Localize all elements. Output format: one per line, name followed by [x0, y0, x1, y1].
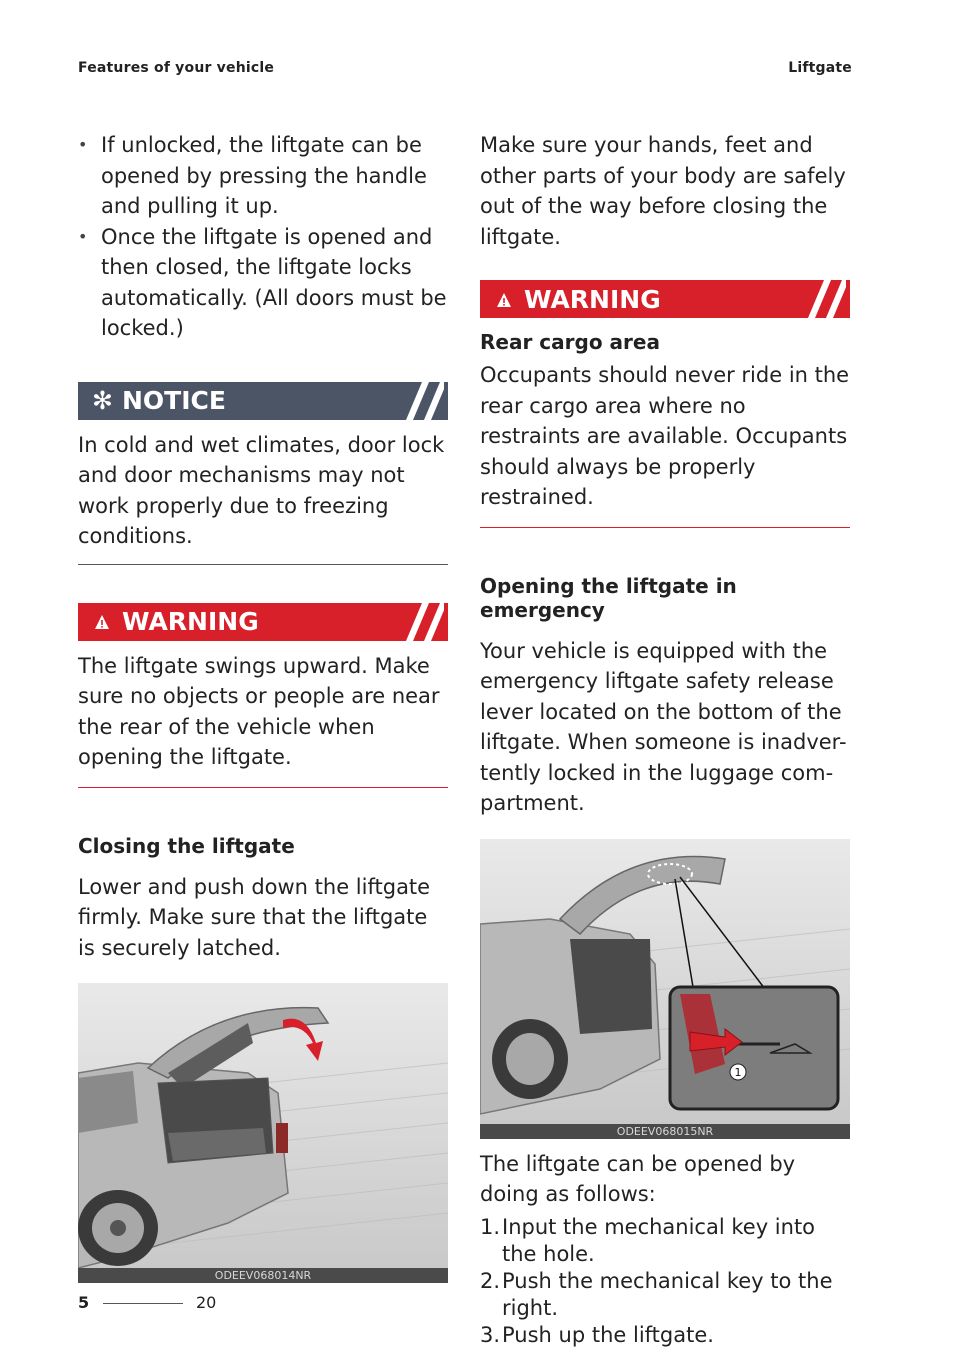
asterisk-icon: ✻	[92, 386, 113, 415]
warning-banner	[480, 280, 850, 318]
notice-banner	[78, 382, 448, 420]
left-column	[78, 130, 448, 1283]
figure-callout: 1	[734, 1065, 742, 1079]
figure-caption: ODEEV068014NR	[78, 1268, 448, 1283]
after-figure-text: The liftgate can be opened by doing as follows:	[480, 1151, 796, 1206]
chapter-number: 5	[78, 1293, 90, 1312]
intro-text: Make sure your hands, feet and other parts of your body are safely out of the way before closing the liftgate.	[480, 133, 846, 249]
step-item: 1. Input the mechanical key into the hole.	[480, 1214, 816, 1266]
running-header-topic: Liftgate	[788, 60, 852, 76]
slash-decoration-icon	[384, 603, 444, 641]
footer-divider	[103, 1303, 183, 1304]
page-number: 20	[196, 1293, 217, 1312]
warning-title: WARNING	[524, 284, 661, 314]
warning-text: Occupants should never ride in the rear cargo area where no restraints are available. Occupants should always be properly restrained.	[480, 363, 850, 509]
closing-text: Lower and push down the liftgate firmly. Make sure that the liftgate is securely latched.	[78, 874, 431, 960]
notice-text: In cold and wet climates, door lock and door mechanisms may not work properly due to freezing conditions.	[78, 432, 445, 548]
closing-heading: Closing the liftgate	[78, 833, 295, 858]
liftgate-bullet-list	[78, 130, 448, 344]
slash-decoration-icon	[786, 280, 846, 318]
right-column	[480, 130, 850, 1349]
emergency-text: Your vehicle is equipped with the emergency liftgate safety release lever located on the bottom of the liftgate. When someone is inadver-tently locked in the luggage com-partment.	[480, 638, 847, 815]
warning-title: WARNING	[122, 607, 259, 636]
warning-triangle-icon	[494, 285, 514, 314]
emergency-heading: Opening the liftgate in emergency	[480, 573, 737, 622]
running-header-section: Features of your vehicle	[78, 60, 275, 76]
car-emergency-release-illustration	[480, 839, 850, 1124]
warning-banner	[78, 603, 448, 641]
warning-triangle-icon	[92, 607, 112, 636]
step-item: 2. Push the mechanical key to the right.	[480, 1268, 833, 1320]
slash-decoration-icon	[384, 382, 444, 420]
notice-title: NOTICE	[122, 386, 226, 415]
figure-caption: ODEEV068015NR	[480, 1124, 850, 1139]
warning-text: The liftgate swings upward. Make sure no objects or people are near the rear of the vehicle when opening the liftgate.	[78, 653, 440, 769]
bullet-item: • If unlocked, the liftgate can be opened by pressing the handle and pulling it up.	[78, 130, 448, 222]
emergency-release-figure	[480, 839, 850, 1139]
bullet-item: • Once the liftgate is opened and then closed, the liftgate locks automatically. (All doors must be locked.)	[78, 222, 448, 344]
warning-subtitle: Rear cargo area	[480, 330, 660, 354]
car-closing-liftgate-illustration	[78, 983, 448, 1268]
liftgate-closing-figure	[78, 983, 448, 1283]
procedure-steps	[480, 1214, 850, 1349]
step-item: 3. Push up the liftgate.	[480, 1322, 714, 1347]
